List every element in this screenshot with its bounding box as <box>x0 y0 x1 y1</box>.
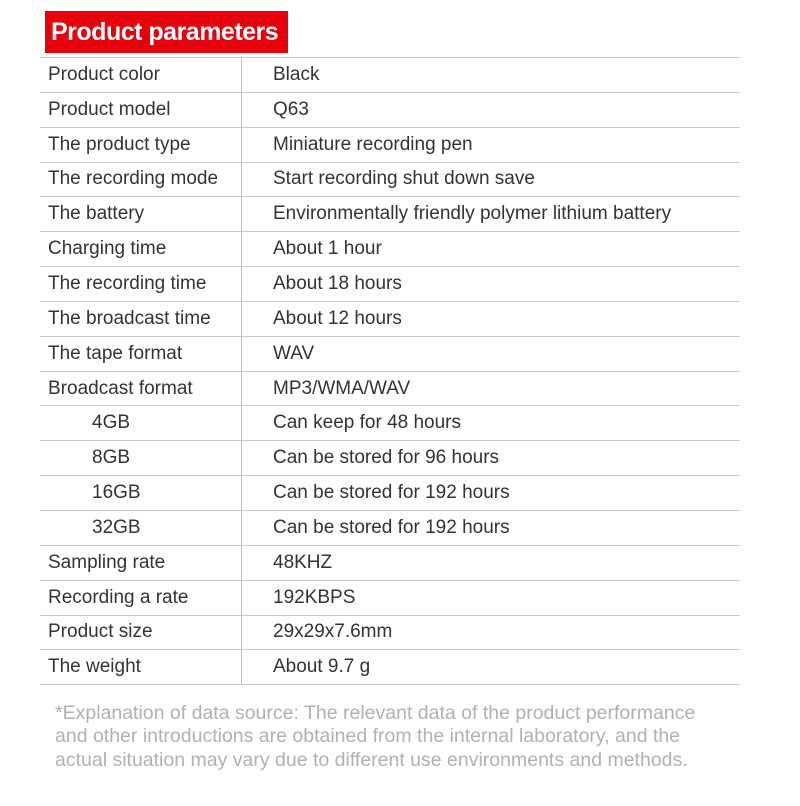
spec-label: The battery <box>40 197 242 231</box>
spec-label: The recording mode <box>40 163 242 197</box>
table-row <box>40 232 740 267</box>
table-row <box>40 650 740 685</box>
spec-value: Q63 <box>273 98 309 120</box>
spec-label: Broadcast format <box>40 372 242 406</box>
table-row <box>40 581 740 616</box>
spec-label: The weight <box>40 650 242 684</box>
spec-label: Product size <box>40 616 242 650</box>
spec-value: MP3/WMA/WAV <box>273 377 411 399</box>
table-row-storage-16gb <box>40 476 740 511</box>
table-row-storage-32gb <box>40 511 740 546</box>
spec-value: About 18 hours <box>273 272 402 294</box>
spec-value: 29x29x7.6mm <box>273 621 393 643</box>
table-row <box>40 93 740 128</box>
table-row <box>40 372 740 407</box>
spec-value: Miniature recording pen <box>273 133 473 155</box>
spec-label: Charging time <box>40 232 242 266</box>
table-row <box>40 546 740 581</box>
spec-label: Recording a rate <box>40 581 242 615</box>
disclaimer-line: and other introductions are obtained from the internal laboratory, and the <box>55 725 681 748</box>
table-row <box>40 267 740 302</box>
page-title-box <box>45 11 288 53</box>
spec-value: 48KHZ <box>273 551 333 573</box>
spec-value: Environmentally friendly polymer lithium battery <box>273 203 672 225</box>
spec-label: Product color <box>40 58 242 92</box>
spec-value: Can be stored for 192 hours <box>273 516 510 538</box>
disclaimer-line: actual situation may vary due to different use environments and methods. <box>55 748 688 771</box>
spec-value: Start recording shut down save <box>273 168 535 190</box>
table-row <box>40 163 740 198</box>
table-row <box>40 197 740 232</box>
table-row-storage-8gb <box>40 441 740 476</box>
spec-table <box>40 57 740 685</box>
spec-value: About 1 hour <box>273 238 382 260</box>
table-row <box>40 616 740 651</box>
spec-label: The recording time <box>40 267 242 301</box>
spec-value: Can be stored for 96 hours <box>273 447 500 469</box>
spec-value: Can keep for 48 hours <box>273 412 462 434</box>
spec-label: Sampling rate <box>40 546 242 580</box>
disclaimer-line: *Explanation of data source: The relevant data of the product performance <box>55 702 696 724</box>
spec-label: 8GB <box>40 441 242 475</box>
table-row <box>40 337 740 372</box>
spec-label: 16GB <box>40 476 242 510</box>
spec-value: About 9.7 g <box>273 656 371 678</box>
spec-label: The product type <box>40 128 242 162</box>
page-title: Product parameters <box>51 17 279 46</box>
spec-value: WAV <box>273 342 315 364</box>
spec-label: 32GB <box>40 511 242 545</box>
spec-value: Black <box>273 63 320 85</box>
spec-label: Product model <box>40 93 242 127</box>
data-source-disclaimer <box>55 702 755 772</box>
table-row <box>40 302 740 337</box>
spec-value: Can be stored for 192 hours <box>273 482 510 504</box>
spec-label: 4GB <box>40 406 242 440</box>
spec-label: The tape format <box>40 337 242 371</box>
spec-label: The broadcast time <box>40 302 242 336</box>
spec-value: 192KBPS <box>273 586 356 608</box>
table-row-storage-4gb <box>40 406 740 441</box>
table-row <box>40 128 740 163</box>
table-row <box>40 58 740 93</box>
spec-value: About 12 hours <box>273 307 402 329</box>
